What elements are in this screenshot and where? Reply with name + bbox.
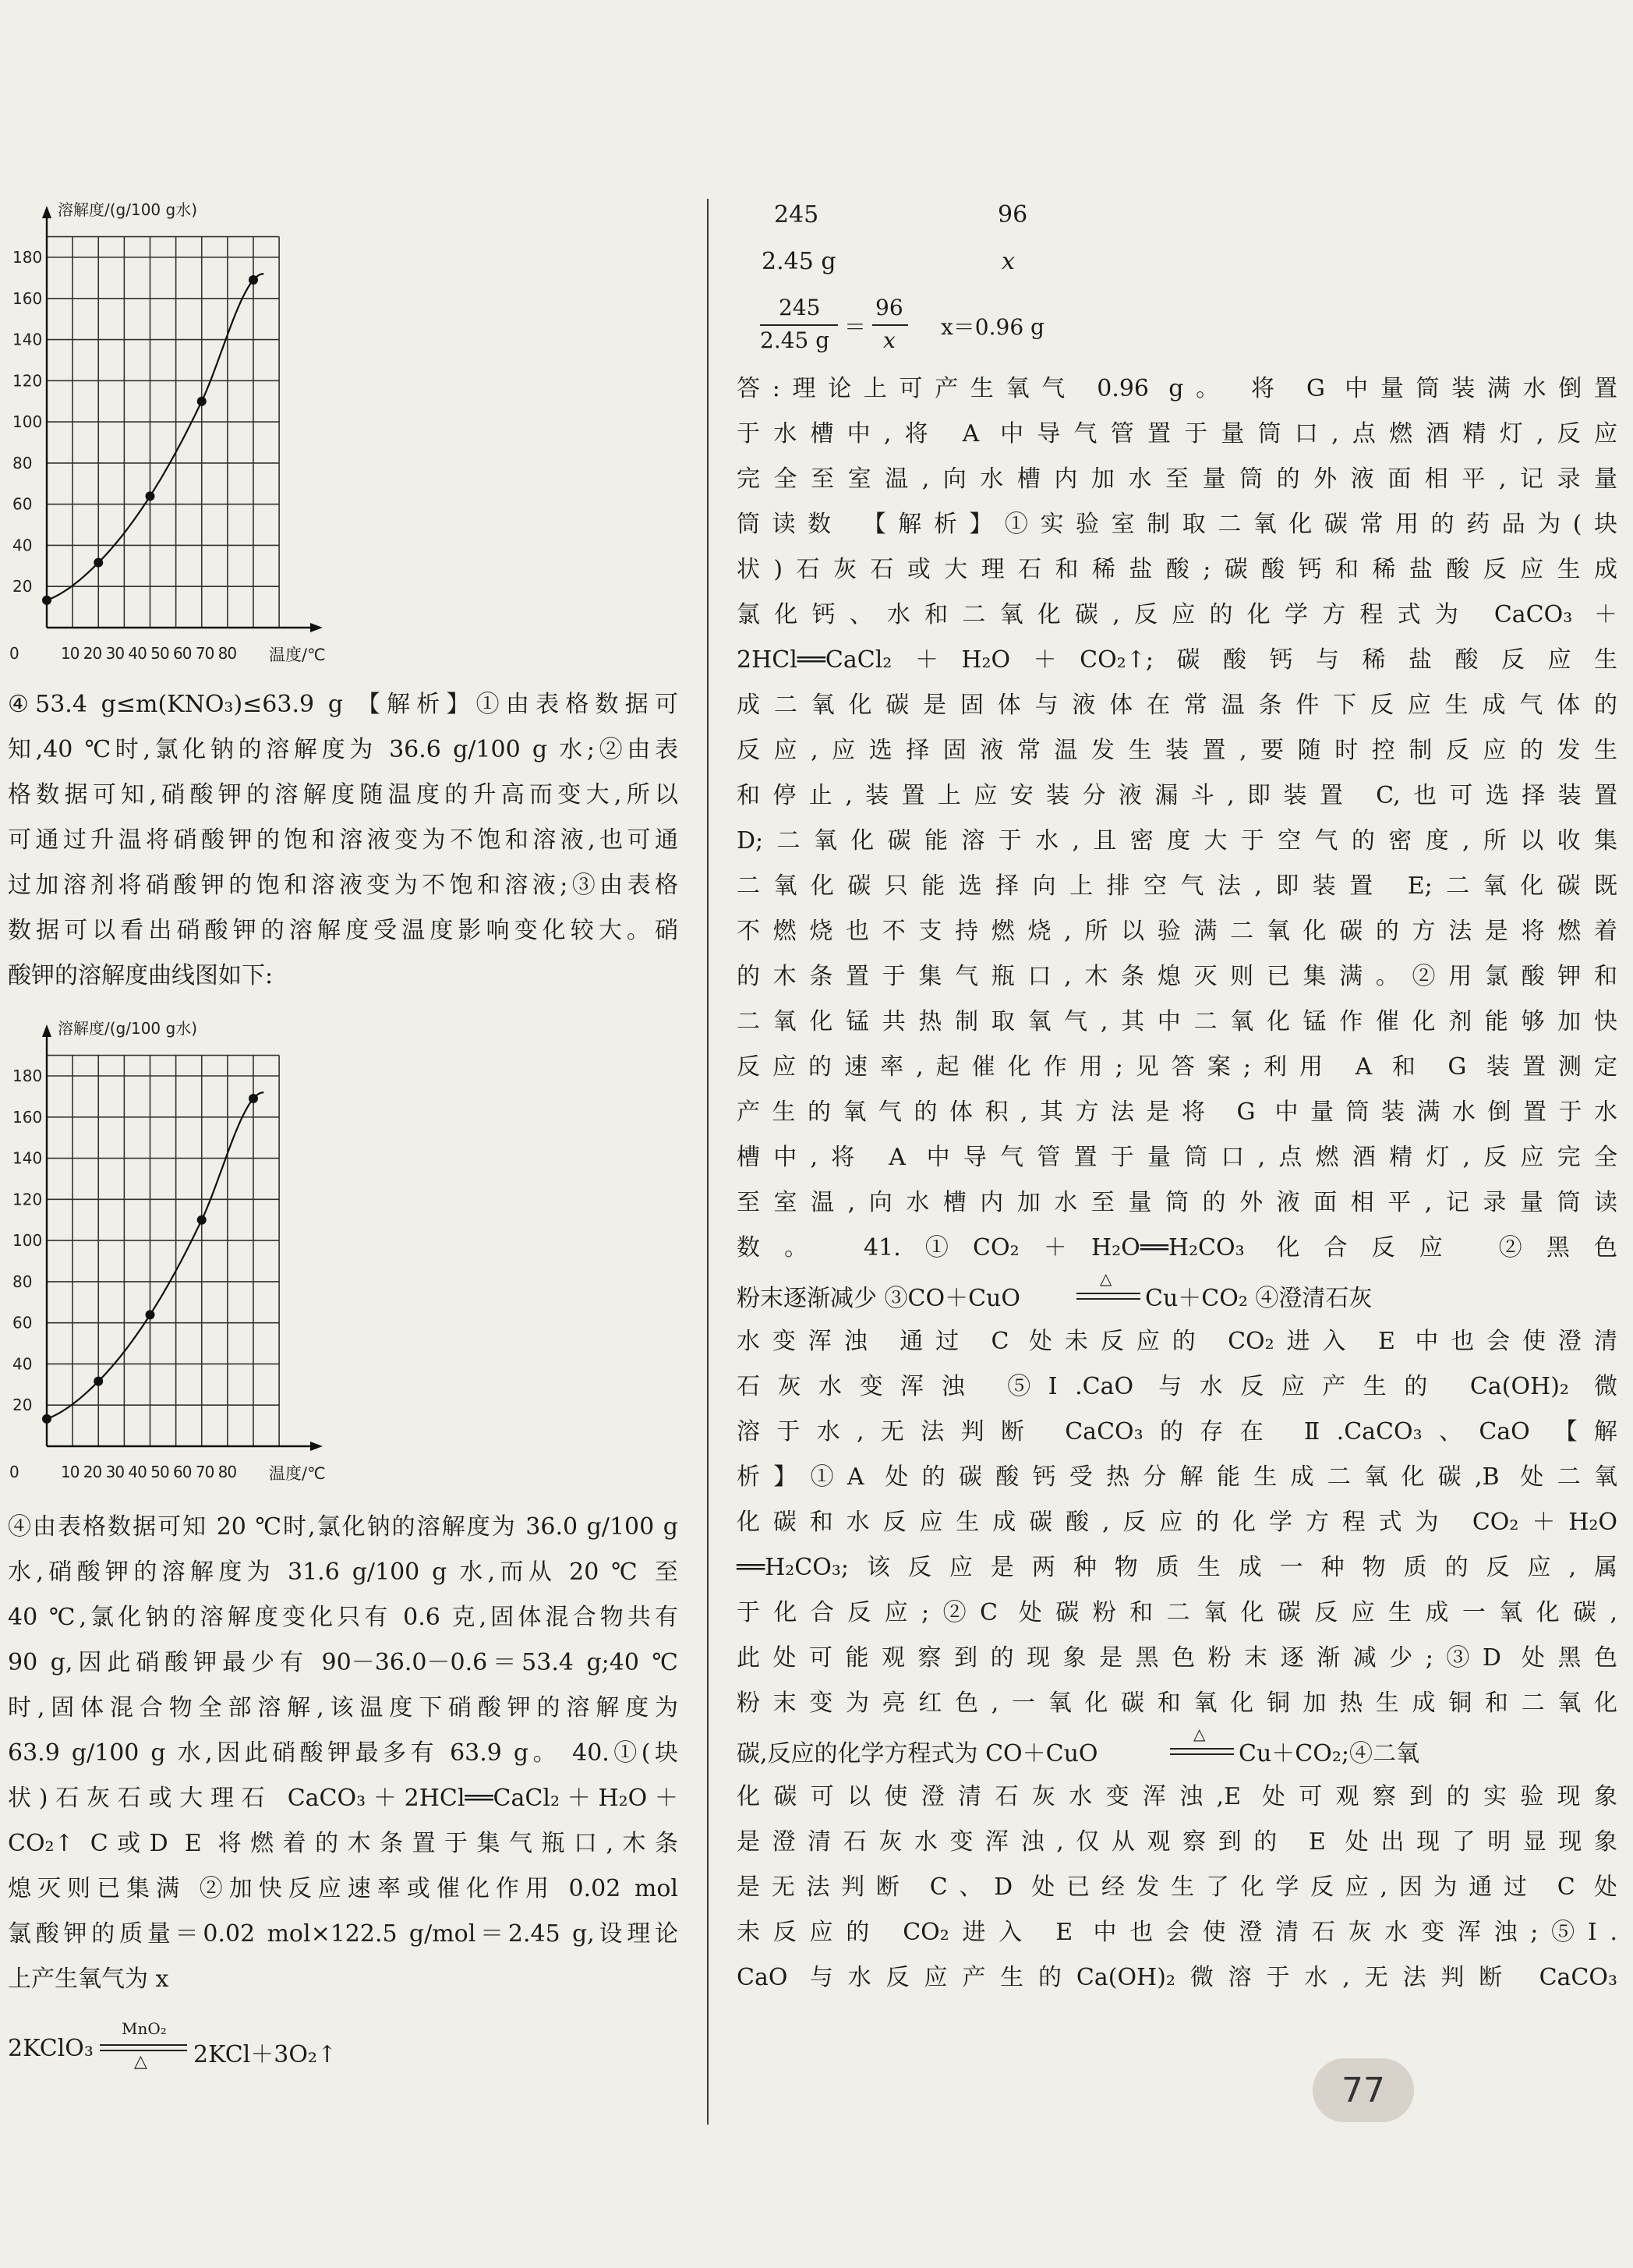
y-axis-arrow xyxy=(42,1024,51,1037)
text-line: 是澄清石灰水变浑浊,仅从观察到的 E 处出现了明显现象 xyxy=(737,1828,1617,1856)
text-line: 水变浑浊 通过 C 处未反应的 CO₂进入 E 中也会使澄清 xyxy=(737,1328,1617,1355)
data-point xyxy=(197,397,207,406)
text-line: 数据可以看出硝酸钾的溶解度受温度影响变化较大。硝 xyxy=(8,917,678,944)
text-line: 完全至室温,向水槽内加水至量筒的外液面相平,记录量 xyxy=(737,465,1617,493)
y-tick-label: 40 xyxy=(12,536,33,555)
x-axis-label: 温度/℃ xyxy=(269,646,326,664)
heat-symbol: △ xyxy=(1100,1269,1112,1288)
solubility-chart-2 xyxy=(0,1014,366,1497)
text-line: ④由表格数据可知 20 ℃时,氯化钠的溶解度为 36.0 g/100 g xyxy=(8,1513,678,1541)
text-line: 溶于水,无法判断 CaCO₃的存在 Ⅱ.CaCO₃、CaO 【解 xyxy=(737,1418,1617,1445)
text-line: 2HCl══CaCl₂＋H₂O＋CO₂↑;碳酸钙与稀盐酸反应生 xyxy=(737,646,1617,674)
equation-arrow xyxy=(100,2019,187,2074)
y-tick-label: 140 xyxy=(12,330,43,349)
x-origin-label: 0 xyxy=(9,1463,19,1481)
fraction-denominator: x xyxy=(883,327,896,353)
text-line: 二氧化碳只能选择向上排空气法,即装置 E;二氧化碳既 xyxy=(737,872,1617,900)
fraction-denominator: 2.45 g xyxy=(760,327,830,353)
y-tick-label: 60 xyxy=(12,1313,33,1332)
result: x＝0.96 g xyxy=(941,314,1044,340)
text-line: 是无法判断 C、D 处已经发生了化学反应,因为通过 C 处 xyxy=(737,1873,1617,1901)
equation-arrow xyxy=(1170,1725,1234,1771)
text-line: 的木条置于集气瓶口,木条熄灭则已集满。②用氯酸钾和 xyxy=(737,963,1617,990)
text-line: 至室温,向水槽内加水至量筒的外液面相平,记录量筒读 xyxy=(737,1189,1617,1216)
y-tick-label: 20 xyxy=(12,577,33,596)
text-line: 化碳和水反应生成碳酸,反应的化学方程式为 CO₂＋H₂O xyxy=(737,1509,1617,1536)
text-line: 90 g,因此硝酸钾最少有 90－36.0－0.6＝53.4 g;40 ℃ xyxy=(8,1649,678,1676)
text-line: 不燃烧也不支持燃烧,所以验满二氧化碳的方法是将燃着 xyxy=(737,918,1617,945)
data-point xyxy=(42,1414,51,1424)
text-line: 于化合反应;②C 处碳粉和二氧化碳反应生成一氧化碳, xyxy=(737,1599,1617,1626)
y-tick-label: 80 xyxy=(12,453,33,472)
equation-arrow xyxy=(1076,1269,1140,1316)
mass-value: 2.45 g xyxy=(762,248,836,275)
text-line: 反应,应选择固液常温发生装置,要随时控制反应的发生 xyxy=(737,737,1617,764)
text-line: 产生的氧气的体积,其方法是将 G 中量筒装满水倒置于水 xyxy=(737,1099,1617,1126)
text-line: 上产生氧气为 x xyxy=(8,1965,169,1993)
y-tick-label: 120 xyxy=(12,371,43,391)
solubility-curve xyxy=(47,1092,263,1419)
solubility-chart-1 xyxy=(0,195,366,678)
text-line: CO₂↑ C或D E 将燃着的木条置于集气瓶口,木条 xyxy=(8,1830,678,1857)
text-line: 未反应的 CO₂进入 E 中也会使澄清石灰水变浑浊;⑤Ⅰ. xyxy=(737,1919,1617,1946)
data-point xyxy=(249,1094,258,1103)
text-line: CaO 与水反应产生的Ca(OH)₂微溶于水,无法判断 CaCO₃ xyxy=(737,1964,1617,1991)
equation-line xyxy=(737,1725,1617,1776)
text-line: 过加溶剂将硝酸钾的饱和溶液变为不饱和溶液;③由表格 xyxy=(8,872,678,899)
y-tick-label: 160 xyxy=(12,1107,43,1127)
fraction-bar xyxy=(760,324,838,326)
proportion-formula xyxy=(760,295,1150,357)
text-segment: Cu＋CO₂ ④澄清石灰 xyxy=(1145,1285,1373,1312)
solubility-curve xyxy=(47,274,263,600)
equation-reactant: 2KClO₃ xyxy=(8,2035,94,2062)
x-origin-label: 0 xyxy=(9,644,19,663)
equation-line xyxy=(737,1269,1617,1321)
text-line: 析】①A 处的碳酸钙受热分解能生成二氧化碳,B 处二氧 xyxy=(737,1463,1617,1491)
data-point xyxy=(249,275,258,285)
text-line: 答:理论上可产生氧气 0.96 g。 将 G 中量筒装满水倒置 xyxy=(737,375,1617,402)
data-point xyxy=(146,491,155,501)
text-line: 可通过升温将硝酸钾的饱和溶液变为不饱和溶液,也可通 xyxy=(8,826,678,854)
text-segment: 碳,反应的化学方程式为 CO＋CuO xyxy=(737,1740,1098,1767)
data-point xyxy=(94,558,103,568)
text-line: 和停止,装置上应安装分液漏斗,即装置 C,也可选择装置 xyxy=(737,782,1617,809)
catalyst-label: MnO₂ xyxy=(122,2019,167,2038)
y-tick-label: 100 xyxy=(12,412,43,432)
y-tick-label: 180 xyxy=(12,1067,43,1085)
data-point xyxy=(146,1310,155,1319)
text-line: D;二氧化碳能溶于水,且密度大于空气的密度,所以收集 xyxy=(737,827,1617,854)
text-line: 氯酸钾的质量＝0.02 mol×122.5 g/mol＝2.45 g,设理论 xyxy=(8,1920,678,1948)
x-axis-label: 温度/℃ xyxy=(269,1464,326,1483)
heat-symbol: △ xyxy=(1193,1725,1206,1743)
text-line: 熄灭则已集满 ②加快反应速率或催化作用 0.02 mol xyxy=(8,1875,678,1902)
text-line: 数。 41.①CO₂＋H₂O══H₂CO₃ 化合反应 ②黑色 xyxy=(737,1234,1617,1261)
data-point xyxy=(197,1215,207,1225)
text-line: 40 ℃,氯化钠的溶解度变化只有 0.6 克,固体混合物共有 xyxy=(8,1604,678,1631)
number-96: 96 xyxy=(998,201,1028,228)
number-245: 245 xyxy=(774,201,819,228)
y-axis-label: 溶解度/(g/100 g水) xyxy=(58,200,198,219)
double-line xyxy=(1170,1748,1234,1755)
equation-product: 2KCl＋3O₂↑ xyxy=(193,2041,338,2068)
variable-x: x xyxy=(1002,248,1015,275)
text-line: 化碳可以使澄清石灰水变浑浊,E 处可观察到的实验现象 xyxy=(737,1783,1617,1810)
text-line: 知,40 ℃时,氯化钠的溶解度为 36.6 g/100 g 水;②由表 xyxy=(8,736,678,763)
text-line: 状)石灰石或大理石 CaCO₃＋2HCl══CaCl₂＋H₂O＋ xyxy=(8,1785,678,1812)
y-axis-label: 溶解度/(g/100 g水) xyxy=(58,1019,198,1038)
text-line: ══H₂CO₃;该反应是两种物质生成一种物质的反应,属 xyxy=(737,1554,1617,1581)
text-line: 格数据可知,硝酸钾的溶解度随温度的升高而变大,所以 xyxy=(8,781,678,808)
data-point xyxy=(42,596,51,605)
double-line xyxy=(100,2044,187,2051)
text-segment: 粉末逐渐减少 ③CO＋CuO xyxy=(737,1285,1020,1312)
text-line: 槽中,将 A 中导气管置于量筒口,点燃酒精灯,反应完全 xyxy=(737,1144,1617,1171)
y-tick-label: 80 xyxy=(12,1272,33,1291)
y-axis-arrow xyxy=(42,206,51,218)
y-tick-label: 120 xyxy=(12,1190,43,1209)
text-line: 此处可能观察到的现象是黑色粉末逐渐减少;③D 处黑色 xyxy=(737,1644,1617,1672)
text-line: 二氧化锰共热制取氧气,其中二氧化锰作催化剂能够加快 xyxy=(737,1008,1617,1035)
text-line: 成二氧化碳是固体与液体在常温条件下反应生成气体的 xyxy=(737,692,1617,719)
text-line: 氯化钙、水和二氧化碳,反应的化学方程式为 CaCO₃ ＋ xyxy=(737,601,1617,628)
y-tick-label: 20 xyxy=(12,1396,33,1415)
y-tick-label: 160 xyxy=(12,288,43,308)
equals-sign: ＝ xyxy=(844,314,867,340)
chemical-equation xyxy=(8,2004,475,2082)
fraction-numerator: 96 xyxy=(875,295,903,320)
text-line: ④53.4 g≤m(KNO₃)≤63.9 g 【解析】①由表格数据可 xyxy=(8,691,678,718)
text-line: 反应的速率,起催化作用;见答案;利用 A 和 G 装置测定 xyxy=(737,1053,1617,1081)
text-line: 石灰水变浑浊 ⑤Ⅰ.CaO 与水反应产生的 Ca(OH)₂ 微 xyxy=(737,1373,1617,1400)
text-line: 酸钾的溶解度曲线图如下: xyxy=(8,962,274,989)
fraction-numerator: 245 xyxy=(779,295,821,320)
y-tick-label: 100 xyxy=(12,1231,43,1251)
y-tick-label: 60 xyxy=(12,494,33,514)
fraction-bar xyxy=(872,324,908,326)
x-tick-labels: 10 20 30 40 50 60 70 80 xyxy=(61,1463,237,1481)
x-axis-arrow xyxy=(310,1442,323,1451)
page-number: 77 xyxy=(1313,2058,1414,2122)
double-line xyxy=(1076,1293,1140,1300)
data-point xyxy=(94,1377,103,1386)
x-axis-arrow xyxy=(310,623,323,632)
column-divider xyxy=(707,199,709,2125)
text-line: 筒读数 【解析】①实验室制取二氧化碳常用的药品为(块 xyxy=(737,511,1617,538)
heat-symbol: △ xyxy=(134,2052,147,2072)
text-segment: Cu＋CO₂;④二氧 xyxy=(1239,1740,1419,1767)
text-line: 63.9 g/100 g 水,因此硝酸钾最多有 63.9 g。 40.①(块 xyxy=(8,1739,678,1767)
text-line: 状)石灰石或大理石和稀盐酸;碳酸钙和稀盐酸反应生成 xyxy=(737,556,1617,583)
text-line: 水,硝酸钾的溶解度为 31.6 g/100 g 水,而从 20 ℃ 至 xyxy=(8,1559,678,1586)
y-tick-label: 40 xyxy=(12,1354,33,1374)
text-line: 于水槽中,将 A 中导气管置于量筒口,点燃酒精灯,反应 xyxy=(737,420,1617,448)
text-line: 时,固体混合物全部溶解,该温度下硝酸钾的溶解度为 xyxy=(8,1694,678,1721)
text-line: 粉末变为亮红色,一氧化碳和氧化铜加热生成铜和二氧化 xyxy=(737,1690,1617,1717)
x-tick-labels: 10 20 30 40 50 60 70 80 xyxy=(61,644,237,663)
y-tick-label: 180 xyxy=(12,248,43,267)
y-tick-label: 140 xyxy=(12,1148,43,1168)
